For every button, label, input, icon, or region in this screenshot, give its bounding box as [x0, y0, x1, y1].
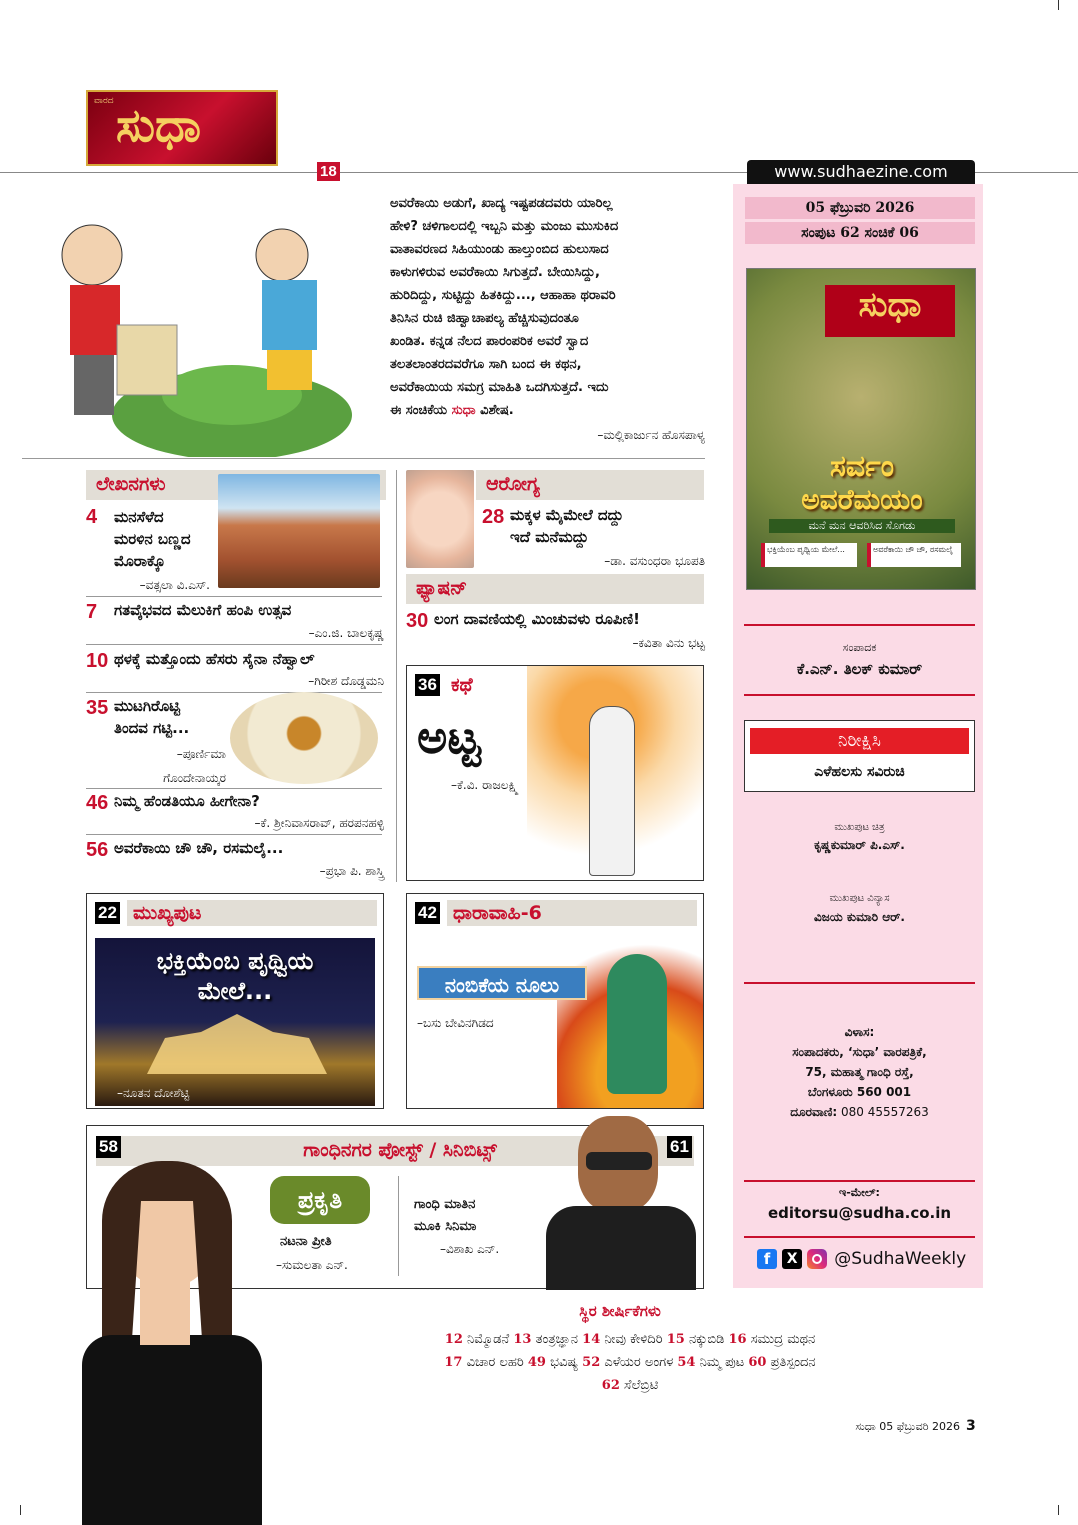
- regulars-header: ಸ್ಥಿರ ಶೀರ್ಷಿಕೆಗಳು: [579, 1302, 661, 1320]
- cover-feature-num: 22: [95, 902, 120, 924]
- cover-art-label: ಮುಖಪುಟ ಚಿತ್ರ: [834, 822, 885, 833]
- article-num: 7: [86, 601, 98, 623]
- intro-line: ಅವರೆಕಾಯಿ ಅಡುಗೆ, ಖಾದ್ಯ ಇಷ್ಟಪಡದವರು ಯಾರಿಲ್ಲ: [390, 196, 613, 211]
- serial-num: 42: [415, 902, 440, 924]
- page-tag: 18: [317, 162, 340, 181]
- article-title[interactable]: ನಿಮ್ಮ ಹೆಂಡತಿಯೂ ಹೀಗೇನಾ?: [114, 792, 260, 810]
- intro-author: –ಮಲ್ಲಿಕಾರ್ಜುನ ಹೊಸಪಾಳ್ಯ: [597, 428, 705, 442]
- phone-label: ದೂರವಾಣಿ:: [790, 1105, 838, 1119]
- cover-headline1: ಸರ್ವಂ: [829, 449, 895, 484]
- regulars-line: 62 ಸೆಲೆಬ್ರಿಟಿ: [601, 1378, 659, 1393]
- email[interactable]: editorsu@sudha.co.in: [767, 1204, 952, 1222]
- story-title[interactable]: ಅಟ್ಟ: [417, 710, 481, 764]
- address-label: ವಿಳಾಸ:: [844, 1025, 875, 1039]
- fashion-num: 30: [406, 610, 429, 632]
- regulars-line: 12 ನಿಮ್ಮೊಡನೆ 13 ತಂತ್ರಜ್ಞಾನ 14 ನೀವು ಕೇಳಿದಿರಿ 15 ನಕ್ಕುಬಿಡಿ 16 ಸಮುದ್ರ ಮಥನ: [444, 1332, 816, 1347]
- article-num: 46: [86, 792, 109, 814]
- article-num: 4: [86, 506, 98, 528]
- cover-art-name: ಕೃಷ್ಣಕುಮಾರ್ ಪಿ.ಎಸ್.: [814, 838, 905, 852]
- x-icon[interactable]: X: [782, 1249, 802, 1269]
- health-author: –ಡಾ. ವಸುಂಧರಾ ಭೂಪತಿ: [604, 554, 705, 568]
- story-num: 36: [415, 674, 440, 696]
- intro-line: ಹೇಳಿ? ಚಳಿಗಾಲದಲ್ಲಿ ಇಬ್ಬನಿ ಮತ್ತು ಮಂಜು ಮುಸುಕಿದ: [390, 219, 619, 234]
- article-title[interactable]: ಥಳಕ್ಕೆ ಮತ್ತೊಂದು ಹೆಸರು ಸೈನಾ ನೆಹ್ವಾಲ್: [114, 650, 315, 668]
- story-figure: [589, 706, 635, 876]
- phone-line: [744, 1105, 975, 1120]
- morocco-image: [218, 474, 380, 588]
- intro-line: ತಲತಲಾಂತರದವರೆಗೂ ಸಾಗಿ ಬಂದ ಈ ಕಥನ,: [390, 357, 582, 372]
- cover-design-label: ಮುಖಪುಟ ವಿನ್ಯಾಸ: [829, 893, 890, 904]
- article-num: 35: [86, 697, 109, 719]
- watch-text: ಎಳೆಹಲಸು ಸವಿರುಚಿ: [814, 764, 905, 780]
- article-num: 10: [86, 650, 109, 672]
- cinema-right-author: –ವಿಶಾಖ ಎನ್.: [440, 1242, 500, 1256]
- cinema-num-right: 61: [667, 1136, 692, 1158]
- serial-title[interactable]: ನಂಬಿಕೆಯ ನೂಲು: [417, 966, 587, 1000]
- phone-number: 080 45557263: [841, 1105, 929, 1119]
- cover-subline: ಮನೆ ಮನ ಆವರಿಸಿದ ಸೊಗಡು: [769, 519, 955, 533]
- cover-tag1: ಭಕ್ತಿಯೆಂಬ ಪೃಥ್ವಿಯ ಮೇಲೆ...: [761, 543, 857, 567]
- fashion-header: ಫ್ಯಾಷನ್: [406, 574, 704, 604]
- roti-image: [230, 692, 378, 784]
- address-line1: ಸಂಪಾದಕರು, ‘ಸುಧಾ’ ವಾರಪತ್ರಿಕೆ,: [792, 1045, 927, 1059]
- cinema-left-badge: ಪ್ರಕೃತಿ: [270, 1176, 370, 1224]
- article-num: 56: [86, 839, 109, 861]
- cover-tag2: ಅವರೆಕಾಯಿ ಚೌ ಚೌ, ರಸಮಲೈ: [867, 543, 961, 567]
- article-author: –ಪ್ರಭಾ ಪಿ. ಶಾಸ್ತ್ರಿ: [319, 864, 384, 878]
- cinema-num-left: 58: [96, 1136, 121, 1158]
- intro-line: ತಿನಿಸಿನ ರುಚಿ ಜಿಹ್ವಾಚಾಪಲ್ಯ ಹೆಚ್ಚಿಸುವುದಂತೂ: [390, 311, 579, 326]
- article-author: –ಗಿರೀಶ ದೊಡ್ಡಮನಿ: [308, 674, 384, 688]
- website-bar[interactable]: www.sudhaezine.com: [747, 160, 975, 184]
- cover-feature-headline[interactable]: ಭಕ್ತಿಯೆಂಬ ಪೃಥ್ವಿಯ ಮೇಲೆ...: [156, 947, 314, 1005]
- page-number: 3: [966, 1418, 976, 1434]
- cinema-header: ಗಾಂಧಿನಗರ ಪೋಸ್ಟ್ / ಸಿನಿಬಿಟ್ಸ್: [303, 1139, 497, 1161]
- article-title[interactable]: ಮುಟಗಿರೊಟ್ಟಿ ತಿಂದವ ಗಟ್ಟಿ...: [114, 697, 190, 737]
- serial-box[interactable]: [406, 893, 704, 1109]
- regulars-list: [300, 1328, 960, 1397]
- cinema-left-sub[interactable]: ನಟನಾ ಪ್ರೀತಿ: [280, 1234, 332, 1249]
- article-author: –ಪೂರ್ಣಿಮಾ ಗೊಂದೇನಾಯ್ಕರ: [163, 747, 226, 785]
- serial-woman: [607, 954, 667, 1094]
- instagram-icon[interactable]: [807, 1249, 827, 1269]
- articles-header: ಲೇಖನಗಳು: [86, 470, 386, 500]
- actor-photo: [538, 1116, 704, 1290]
- cover-headline2: ಅವರೆಮಯಂ: [801, 483, 923, 516]
- watch-title: ನಿರೀಕ್ಷಿಸಿ: [750, 728, 969, 754]
- cinema-left-author: –ಸುಮಲತಾ ಎನ್.: [276, 1258, 348, 1272]
- intro-line: ಖಂಡಿತ. ಕನ್ನಡ ನೆಲದ ಪಾರಂಪರಿಕ ಅವರೆ ಸ್ವಾದ: [390, 334, 589, 349]
- story-box[interactable]: [406, 665, 704, 881]
- health-num: 28: [482, 506, 505, 528]
- fashion-author: –ಕವಿತಾ ವಿನು ಭಟ್ಟ: [632, 636, 705, 650]
- logo-text: ಸುಧಾ: [116, 98, 202, 152]
- intro-line: ಅವರೆಕಾಯಿಯ ಸಮಗ್ರ ಮಾಹಿತಿ ಒದಗಿಸುತ್ತದೆ. ಇದು: [390, 380, 609, 395]
- cinema-right-title[interactable]: ಗಾಂಧಿ ಮಾತಿನ ಮೂಕಿ ಸಿನಿಮಾ: [414, 1197, 477, 1234]
- serial-header: ಧಾರಾವಾಹಿ-6: [447, 900, 697, 926]
- editor-name: ಕೆ.ಎನ್. ತಿಲಕ್ ಕುಮಾರ್: [796, 660, 923, 678]
- baby-image: [406, 470, 474, 568]
- issue-volume: ಸಂಪುಟ 62 ಸಂಚಿಕೆ 06: [745, 222, 975, 244]
- article-author: –ಕೆ. ಶ್ರೀನಿವಾಸರಾವ್, ಹರಪನಹಳ್ಳಿ: [254, 816, 384, 830]
- article-author: –ಎಂ.ಜಿ. ಬಾಲಕೃಷ್ಣ: [308, 626, 384, 640]
- story-header: ಕಥೆ: [451, 674, 473, 696]
- regulars-line: 17 ವಿಚಾರ ಲಹರಿ 49 ಭವಿಷ್ಯ 52 ಎಳೆಯರ ಅಂಗಳ 54 ನಿಮ್ಮ ಪುಟ 60 ಪ್ರತಿಸ್ಪಂದನ: [444, 1355, 816, 1370]
- intro-text: [390, 192, 710, 422]
- cover-feature-box[interactable]: [86, 893, 384, 1109]
- actress-photo: [62, 1165, 262, 1525]
- intro-line: ಕಾಳುಗಳಿರುವ ಅವರೆಕಾಯಿ ಸಿಗುತ್ತದೆ. ಬೇಯಿಸಿದ್ದು,: [390, 265, 600, 280]
- intro-line: ಈ ಸಂಚಿಕೆಯ ಸುಧಾ ವಿಶೇಷ.: [390, 403, 514, 418]
- story-author: –ಕೆ.ವಿ. ರಾಜಲಕ್ಷ್ಮಿ: [451, 778, 519, 792]
- sudha-logo: [86, 90, 278, 166]
- serial-author: –ಬಸು ಬೇವಿನಗಿಡದ: [417, 1016, 494, 1030]
- cover-logo: ಸುಧಾ: [825, 285, 955, 337]
- intro-line: ಹುರಿದಿದ್ದು, ಸುಟ್ಟಿದ್ದು ಹಿತಕಿದ್ದು..., ಆಹಾಹಾ ಥರಾವರಿ: [390, 288, 616, 303]
- social-handle[interactable]: @SudhaWeekly: [834, 1248, 967, 1269]
- fashion-title[interactable]: ಲಂಗ ದಾವಣಿಯಲ್ಲಿ ಮಿಂಚುವಳು ರೂಪಿಣಿ!: [434, 610, 640, 628]
- article-title[interactable]: ಅವರೆಕಾಯಿ ಚೌ ಚೌ, ರಸಮಲೈ...: [114, 839, 284, 857]
- editor-label: ಸಂಪಾದಕ: [842, 641, 877, 654]
- article-title[interactable]: ಗತವೈಭವದ ಮೆಲುಕಿಗೆ ಹಂಪಿ ಉತ್ಸವ: [114, 601, 292, 619]
- cover-design-name: ವಿಜಯ ಕುಮಾರಿ ಆರ್.: [814, 910, 905, 924]
- health-header: ಆರೋಗ್ಯ: [476, 470, 704, 500]
- logo-sub: ವಾರದ: [94, 96, 114, 106]
- article-title[interactable]: ಮನಸೆಳೆದ ಮರಳಿನ ಬಣ್ಣದ ಮೊರಾಕ್ಕೊ: [114, 508, 191, 570]
- health-title[interactable]: ಮಕ್ಕಳ ಮೈಮೇಲೆ ದದ್ದು ಇದೆ ಮನೆಮದ್ದು: [510, 506, 624, 546]
- cover-feature-author: –ನೂತನ ದೋಶೆಟ್ಟಿ: [117, 1086, 190, 1100]
- cover-thumbnail[interactable]: [746, 268, 976, 590]
- cover-feature-header: ಮುಖ್ಯಪುಟ: [127, 900, 377, 926]
- social-row: [757, 1248, 977, 1272]
- email-label: ಇ-ಮೇಲ್:: [839, 1186, 880, 1199]
- address-line2: 75, ಮಹಾತ್ಮ ಗಾಂಧಿ ರಸ್ತೆ,: [805, 1065, 914, 1079]
- address-line3: ಬೆಂಗಳೂರು 560 001: [807, 1085, 912, 1099]
- footer-text: ಸುಧಾ 05 ಫೆಬ್ರುವರಿ 2026: [855, 1420, 960, 1433]
- intro-line: ವಾತಾವರಣದ ಸಿಹಿಯುಂಡು ಹಾಲ್ತುಂಬಿದ ಹುಲುಸಾದ: [390, 242, 609, 257]
- facebook-icon[interactable]: f: [757, 1249, 777, 1269]
- issue-date: 05 ಫೆಬ್ರುವರಿ 2026: [745, 197, 975, 219]
- article-author: –ವತ್ಸಲಾ ವಿ.ಎಸ್.: [139, 578, 210, 592]
- cartoon-illustration: [22, 185, 380, 457]
